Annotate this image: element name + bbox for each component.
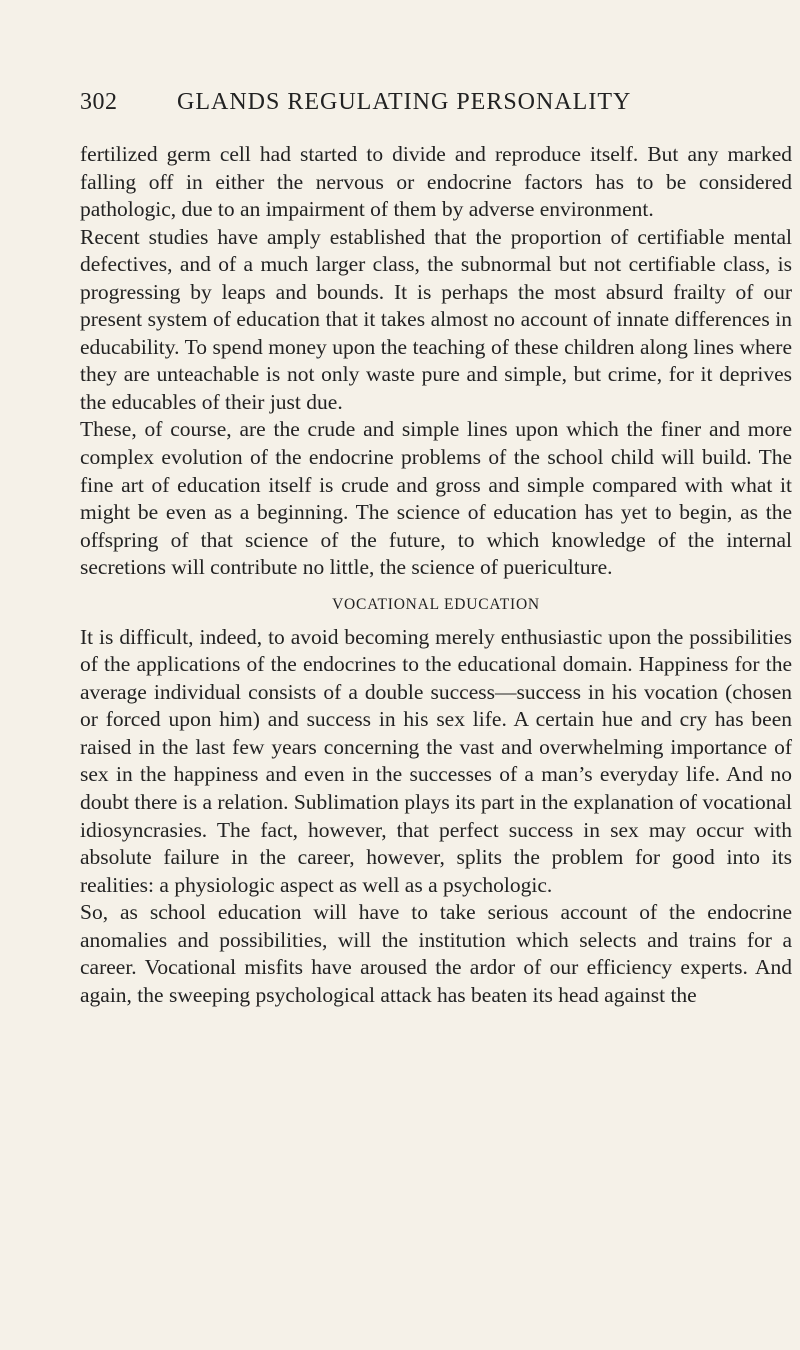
running-title: GLANDS REGULATING PERSONALITY — [177, 89, 632, 115]
page-number: 302 — [80, 89, 118, 115]
paragraph-continuation: fertilized germ cell had started to divide and reproduce itself. But any marked falling off in either the nervous or endocrine factors has to be considered pathologic, due to an impairment of them by adverse environment. — [80, 142, 792, 222]
page-header — [80, 89, 740, 125]
paragraph-vocational-happiness: It is difficult, indeed, to avoid becoming merely enthusiastic upon the possibilities of the applications of the endocrines to the educational domain. Happiness for the average individual consists of a double success—success in his vocation (chosen or forced upon him) and success in his sex life. A certain hue and cry has been raised in the last few years concerning the vast and overwhelming importance of sex in the happiness and even in the successes of a man’s everyday life. And no doubt there is a relation. Sublimation plays its part in the explanation of vocational idiosyncrasies. The fact, however, that perfect success in sex may occur with absolute failure in the career, however, splits the problem for good into its realities: a physiologic aspect as well as a psychologic. — [80, 624, 792, 897]
section-heading: VOCATIONAL EDUCATION — [332, 595, 540, 613]
paragraph-school-education: So, as school education will have to take serious account of the endocrine anomalies and possibilities, will the institution which selects and trains for a career. Vocational misfits have aroused the ardor of our efficiency experts. And again, the sweeping psychological attack has beaten its head against the — [80, 900, 792, 1007]
paragraph-crude-lines: These, of course, are the crude and simple lines upon which the finer and more complex evolution of the endocrine problems of the school child will build. The fine art of education itself is crude and gross and simple compared with what it might be even as a beginning. The science of education has yet to begin, as the offspring of that science of the future, to which knowledge of the internal secretions will contribute no little, the science of puericulture. — [80, 417, 792, 580]
page-body — [80, 141, 792, 1009]
paragraph-recent-studies: Recent studies have amply established that the proportion of certifiable mental defectives, and of a much larger class, the subnormal but not certifiable class, is progressing by leaps and bounds. It is perhaps the most absurd frailty of our present system of education that it takes almost no account of innate differences in educability. To spend money upon the teaching of these children along lines where they are unteachable is not only waste pure and simple, but crime, for it deprives the educables of their just due. — [80, 224, 792, 414]
